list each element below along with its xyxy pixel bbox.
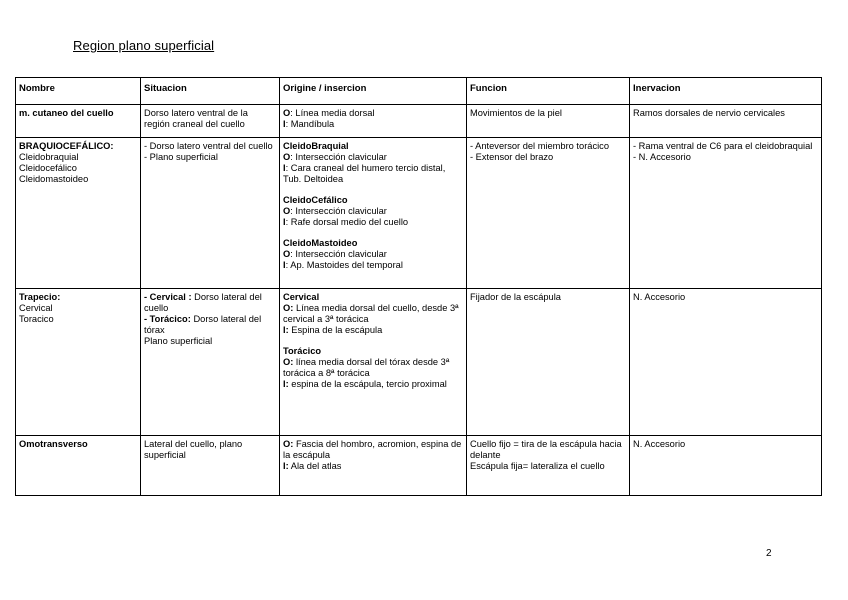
cell-nombre: [16, 105, 141, 138]
insertion-line: I: Ap. Mastoides del temporal: [283, 260, 403, 270]
cell-origine: [280, 138, 467, 289]
insertion-line: I: espina de la escápula, tercio proximal: [283, 379, 447, 389]
cell-inervacion: [630, 436, 822, 496]
origin-line: O: Intersección clavicular: [283, 152, 387, 162]
cell-nombre: [16, 138, 141, 289]
cell-situacion: [141, 105, 280, 138]
cell-nombre: [16, 289, 141, 436]
page-number: 2: [766, 548, 772, 559]
header-inervacion: Inervacion: [630, 78, 822, 105]
origin-block: [283, 195, 463, 228]
muscle-part: Cleidocefálico: [19, 163, 77, 173]
origin-line: O: Línea media dorsal: [283, 108, 375, 118]
inervacion-text: N. Accesorio: [633, 439, 686, 449]
part-name: CleidoCefálico: [283, 195, 348, 205]
cell-inervacion: [630, 138, 822, 289]
funcion-text: - Anteversor del miembro torácico: [470, 141, 609, 151]
part-name: Cervical: [283, 292, 320, 302]
cell-funcion: [467, 105, 630, 138]
origin-line: O: Intersección clavicular: [283, 206, 387, 216]
inervacion-text: N. Accesorio: [633, 292, 686, 302]
cell-origine: [280, 105, 467, 138]
situacion-text: - Cervical : Dorso lateral del cuello: [144, 292, 262, 313]
situacion-text: - Plano superficial: [144, 152, 218, 162]
cell-funcion: [467, 289, 630, 436]
insertion-line: I: Espina de la escápula: [283, 325, 383, 335]
situacion-text: - Dorso latero ventral del cuello: [144, 141, 273, 151]
cell-situacion: [141, 436, 280, 496]
header-funcion: Funcion: [467, 78, 630, 105]
cell-inervacion: [630, 289, 822, 436]
header-origine: Origine / insercion: [280, 78, 467, 105]
insertion-line: I: Ala del atlas: [283, 461, 342, 471]
page-title: Region plano superficial: [73, 38, 215, 53]
funcion-text: Movimientos de la piel: [470, 108, 562, 118]
insertion-line: I: Rafe dorsal medio del cuello: [283, 217, 409, 227]
table-row: [16, 105, 822, 138]
origin-block: [283, 346, 463, 390]
part-name: CleidoMastoideo: [283, 238, 358, 248]
situacion-text: Lateral del cuello, plano superficial: [144, 439, 243, 460]
situacion-text: - Torácico: Dorso lateral del tórax: [144, 314, 262, 335]
muscle-part: Cervical: [19, 303, 53, 313]
origin-block: [283, 141, 463, 185]
muscle-table: [15, 77, 822, 496]
situacion-text: Plano superficial: [144, 336, 213, 346]
header-nombre: Nombre: [16, 78, 141, 105]
part-name: CleidoBraquial: [283, 141, 349, 151]
insertion-line: I: Mandíbula: [283, 119, 335, 129]
origin-line: O: Línea media dorsal del cuello, desde 3ª cervical a 3ª torácica: [283, 303, 459, 324]
header-situacion: Situacion: [141, 78, 280, 105]
inervacion-text: Ramos dorsales de nervio cervicales: [633, 108, 785, 118]
origin-block: [283, 238, 463, 271]
insertion-line: I: Cara craneal del humero tercio distal, Tub. Deltoidea: [283, 163, 446, 184]
origin-line: O: Fascia del hombro, acromion, espina de la escápula: [283, 439, 462, 460]
muscle-name: m. cutaneo del cuello: [19, 108, 114, 118]
funcion-text: - Extensor del brazo: [470, 152, 554, 162]
origin-block: [283, 292, 463, 336]
origin-line: O: Intersección clavicular: [283, 249, 387, 259]
part-name: Torácico: [283, 346, 322, 356]
inervacion-text: - Rama ventral de C6 para el cleidobraquial: [633, 141, 813, 151]
cell-funcion: [467, 436, 630, 496]
cell-funcion: [467, 138, 630, 289]
muscle-name: Trapecio:: [19, 292, 61, 302]
cell-inervacion: [630, 105, 822, 138]
funcion-text: Escápula fija= lateraliza el cuello: [470, 461, 605, 471]
muscle-name: Omotransverso: [19, 439, 88, 449]
cell-situacion: [141, 138, 280, 289]
table-row: [16, 138, 822, 289]
cell-origine: [280, 436, 467, 496]
table-header-row: [16, 78, 822, 105]
situacion-text: Dorso latero ventral de la región craneal del cuello: [144, 108, 248, 129]
muscle-part: Cleidomastoideo: [19, 174, 89, 184]
table-row: [16, 436, 822, 496]
inervacion-text: - N. Accesorio: [633, 152, 691, 162]
cell-origine: [280, 289, 467, 436]
funcion-text: Fijador de la escápula: [470, 292, 561, 302]
origin-line: O: línea media dorsal del tórax desde 3ª torácica a 8ª torácica: [283, 357, 450, 378]
muscle-part: Toracico: [19, 314, 54, 324]
funcion-text: Cuello fijo = tira de la escápula hacia delante: [470, 439, 622, 460]
cell-nombre: [16, 436, 141, 496]
muscle-name: BRAQUIOCEFÁLICO:: [19, 141, 114, 151]
muscle-part: Cleidobraquial: [19, 152, 79, 162]
cell-situacion: [141, 289, 280, 436]
table-row: [16, 289, 822, 436]
